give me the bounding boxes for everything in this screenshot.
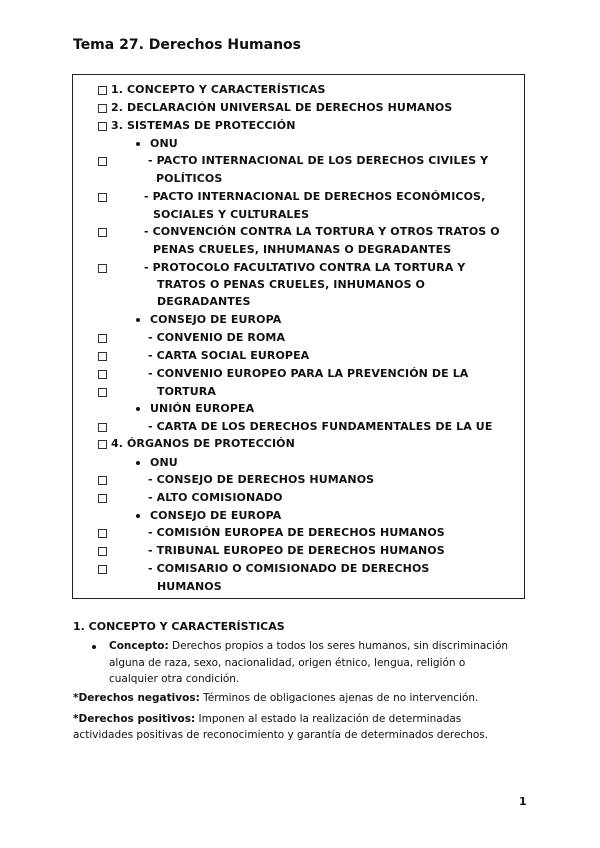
- checkbox-2[interactable]: [98, 104, 107, 113]
- checkbox-onu-2[interactable]: [98, 193, 107, 202]
- page-title: Tema 27. Derechos Humanos: [73, 37, 302, 53]
- toc-item: 3. SISTEMAS DE PROTECCIÓN: [111, 119, 296, 132]
- concepto-text-line: alguna de raza, sexo, nacionalidad, origen étnico, lengua, religión o: [109, 657, 466, 669]
- bullet-dot: [92, 645, 96, 649]
- toc-item: - CARTA DE LOS DERECHOS FUNDAMENTALES DE LA UE: [148, 420, 493, 433]
- table-of-contents: [72, 74, 525, 599]
- toc-item-cont: TORTURA: [157, 385, 216, 398]
- toc-item-cont: TRATOS O PENAS CRUELES, INHUMANOS O: [157, 278, 425, 291]
- bullet-dot: [136, 142, 140, 146]
- toc-item: 1. CONCEPTO Y CARACTERÍSTICAS: [111, 83, 326, 96]
- toc-item: - CONSEJO DE DERECHOS HUMANOS: [148, 473, 375, 486]
- negativos-paragraph: [73, 692, 478, 704]
- toc-item-cont: SOCIALES Y CULTURALES: [153, 208, 310, 221]
- toc-item: - CONVENIO DE ROMA: [148, 331, 286, 344]
- checkbox-ce-2[interactable]: [98, 352, 107, 361]
- toc-item: - ALTO COMISIONADO: [148, 491, 283, 504]
- toc-item-cont: PENAS CRUELES, INHUMANAS O DEGRADANTES: [153, 243, 452, 256]
- bullet-dot: [136, 407, 140, 411]
- toc-item-cont: POLÍTICOS: [156, 172, 223, 185]
- checkbox-org-onu-2[interactable]: [98, 494, 107, 503]
- checkbox-ce-3[interactable]: [98, 370, 107, 379]
- checkbox-onu-3[interactable]: [98, 228, 107, 237]
- toc-item: - TRIBUNAL EUROPEO DE DERECHOS HUMANOS: [148, 544, 445, 557]
- checkbox-1[interactable]: [98, 86, 107, 95]
- section-heading: 1. CONCEPTO Y CARACTERÍSTICAS: [73, 620, 285, 633]
- positivos-text: Imponen al estado la realización de determinadas: [195, 713, 462, 725]
- checkbox-onu-4[interactable]: [98, 264, 107, 273]
- negativos-text: Términos de obligaciones ajenas de no intervención.: [199, 692, 479, 704]
- toc-subheading: CONSEJO DE EUROPA: [150, 509, 282, 522]
- toc-item: - CARTA SOCIAL EUROPEA: [148, 349, 310, 362]
- page-number: 1: [519, 795, 527, 808]
- checkbox-onu-1[interactable]: [98, 157, 107, 166]
- checkbox-org-ce-1[interactable]: [98, 529, 107, 538]
- positivos-text-line: actividades positivas de reconocimiento y garantía de determinados derechos.: [73, 729, 489, 741]
- checkbox-ue-1[interactable]: [98, 423, 107, 432]
- toc-item: - CONVENCIÓN CONTRA LA TORTURA Y OTROS TRATOS O: [144, 225, 500, 238]
- bullet-dot: [136, 318, 140, 322]
- toc-item: - CONVENIO EUROPEO PARA LA PREVENCIÓN DE LA: [148, 367, 469, 380]
- concepto-text: Derechos propios a todos los seres humanos, sin discriminación: [168, 640, 509, 652]
- bullet-dot: [136, 514, 140, 518]
- concepto-label: Concepto:: [109, 640, 169, 652]
- toc-subheading: ONU: [150, 456, 178, 469]
- toc-item-cont: HUMANOS: [157, 580, 222, 593]
- toc-subheading: ONU: [150, 137, 178, 150]
- toc-item: 4. ÓRGANOS DE PROTECCIÓN: [111, 437, 295, 450]
- toc-item: - COMISIÓN EUROPEA DE DERECHOS HUMANOS: [148, 526, 445, 539]
- positivos-paragraph: [73, 713, 461, 725]
- toc-item: 2. DECLARACIÓN UNIVERSAL DE DERECHOS HUMANOS: [111, 101, 453, 114]
- toc-item: - PACTO INTERNACIONAL DE LOS DERECHOS CIVILES Y: [148, 154, 489, 167]
- concepto-paragraph: [109, 640, 508, 652]
- checkbox-ce-1[interactable]: [98, 334, 107, 343]
- checkbox-org-ce-3[interactable]: [98, 565, 107, 574]
- toc-item-cont: DEGRADANTES: [157, 295, 251, 308]
- concepto-text-line: cualquier otra condición.: [109, 673, 240, 685]
- positivos-label: *Derechos positivos:: [73, 713, 196, 725]
- checkbox-ce-4[interactable]: [98, 388, 107, 397]
- checkbox-4[interactable]: [98, 440, 107, 449]
- negativos-label: *Derechos negativos:: [73, 692, 200, 704]
- toc-subheading: UNIÓN EUROPEA: [150, 402, 255, 415]
- checkbox-org-onu-1[interactable]: [98, 476, 107, 485]
- toc-item: - PROTOCOLO FACULTATIVO CONTRA LA TORTURA Y: [144, 261, 466, 274]
- toc-item: - COMISARIO O COMISIONADO DE DERECHOS: [148, 562, 430, 575]
- checkbox-org-ce-2[interactable]: [98, 547, 107, 556]
- toc-subheading: CONSEJO DE EUROPA: [150, 313, 282, 326]
- bullet-dot: [136, 461, 140, 465]
- toc-item: - PACTO INTERNACIONAL DE DERECHOS ECONÓMICOS,: [144, 190, 486, 203]
- checkbox-3[interactable]: [98, 122, 107, 131]
